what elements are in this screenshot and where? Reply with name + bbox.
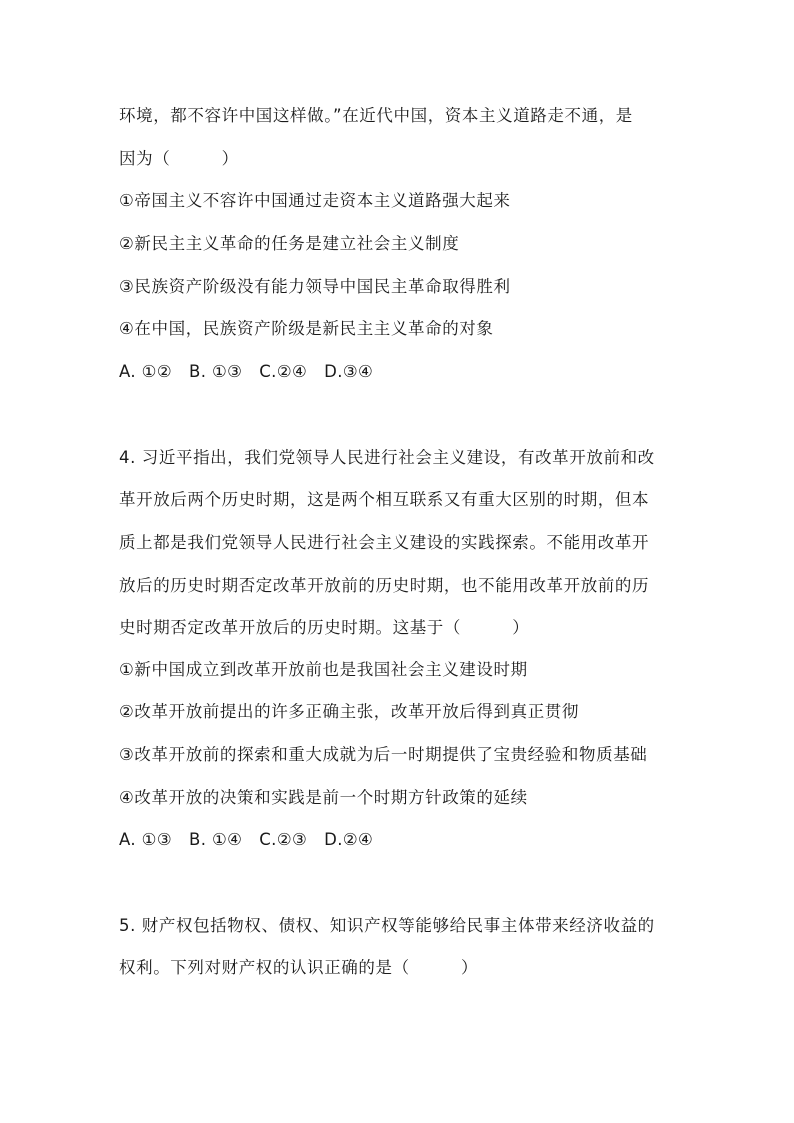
question-5-stem-line-2: 权利。下列对财产权的认识正确的是（ ）: [119, 958, 479, 977]
question-3-stem-line-1: 环境，都不容许中国这样做。”在近代中国，资本主义道路走不通，是: [119, 106, 633, 125]
question-3-item-1: ①帝国主义不容许中国通过走资本主义道路强大起来: [119, 191, 511, 210]
question-5-stem-line-1: 5. 财产权包括物权、债权、知识产权等能够给民事主体带来经济收益的: [119, 916, 655, 935]
question-4-stem-line-4: 放后的历史时期否定改革开放前的历史时期，也不能用改革开放前的历: [119, 576, 650, 595]
question-4-stem-line-5: 史时期否定改革开放后的历史时期。这基于（ ）: [119, 618, 530, 637]
question-4-stem-line-2: 革开放后两个历史时期，这是两个相互联系又有重大区别的时期，但本: [119, 490, 650, 509]
question-4-stem-line-1: 4. 习近平指出，我们党领导人民进行社会主义建设，有改革开放前和改: [119, 448, 655, 467]
question-4-item-1: ①新中国成立到改革开放前也是我国社会主义建设时期: [119, 660, 528, 679]
question-4-item-3: ③改革开放前的探索和重大成就为后一时期提供了宝贵经验和物质基础: [119, 745, 648, 764]
question-3-options: A. ①② B. ①③ C.②④ D.③④: [119, 362, 374, 381]
question-4-options: A. ①③ B. ①④ C.②③ D.②④: [119, 830, 374, 849]
question-4-item-4: ④改革开放的决策和实践是前一个时期方针政策的延续: [119, 788, 528, 807]
question-3-stem-line-2: 因为（ ）: [119, 149, 239, 168]
question-4-stem-line-3: 质上都是我们党领导人民进行社会主义建设的实践探索。不能用改革开: [119, 533, 650, 552]
question-3-item-4: ④在中国，民族资产阶级是新民主主义革命的对象: [119, 319, 494, 338]
question-3-item-3: ③民族资产阶级没有能力领导中国民主革命取得胜利: [119, 277, 511, 296]
question-4-item-2: ②改革开放前提出的许多正确主张，改革开放后得到真正贯彻: [119, 702, 579, 721]
question-3-item-2: ②新民主主义革命的任务是建立社会主义制度: [119, 234, 460, 253]
